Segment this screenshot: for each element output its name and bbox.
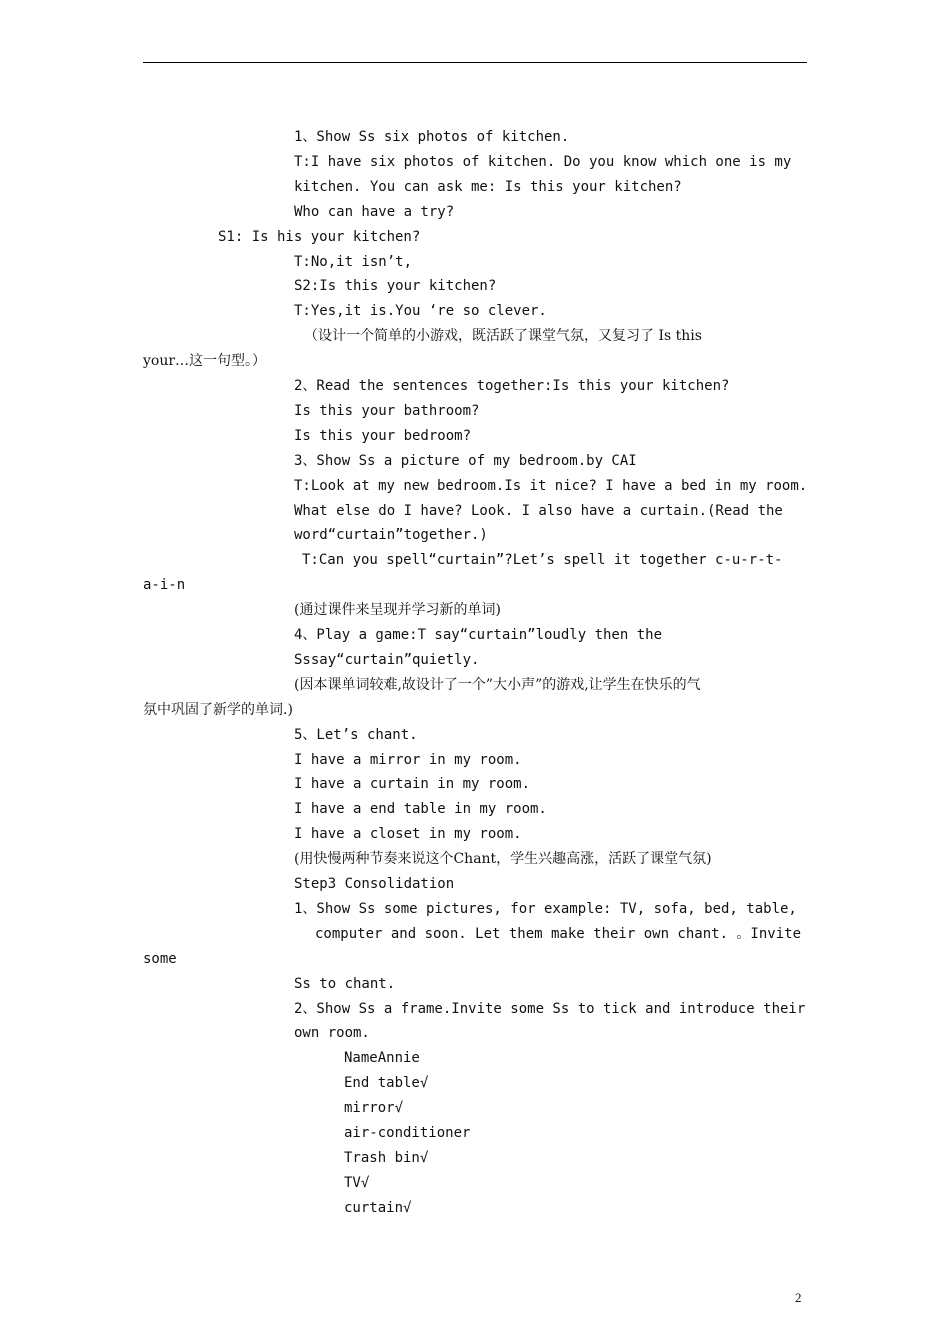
text-line: 1、Show Ss six photos of kitchen. (294, 129, 570, 145)
text-line: 3、Show Ss a picture of my bedroom.by CAI (294, 452, 637, 469)
text-line: T:Look at my new bedroom.Is it nice? I have a bed in my room. (294, 477, 808, 494)
text-line: mirror√ (344, 1100, 404, 1117)
text-line: I have a curtain in my room. (294, 776, 531, 793)
text-line: End table√ (344, 1075, 429, 1092)
text-line: 2、Show Ss a frame.Invite some Ss to tick and introduce their (294, 1000, 806, 1017)
text-line: S2:Is this your kitchen? (294, 278, 497, 295)
text-line: T:No,it isn’t, (294, 253, 413, 270)
text-line: Is this your bedroom? (294, 427, 472, 444)
text-line: S1: Is his your kitchen? (218, 228, 421, 245)
text-line: Is this your bathroom? (294, 402, 480, 419)
text-line: TV√ (344, 1174, 370, 1191)
text-line: NameAnnie (344, 1050, 420, 1067)
text-line: your…这一句型。） (143, 353, 267, 370)
text-line: 1、Show Ss some pictures, for example: TV, sofa, bed, table, (294, 900, 797, 917)
text-line: Sssay“curtain”quietly. (294, 651, 480, 668)
text-line: (因本课单词较难,故设计了一个”大小声”的游戏,让学生在快乐的气 (294, 676, 701, 693)
text-line: 4、Play a game:T say“curtain”loudly then the (294, 627, 663, 643)
text-line: Step3 Consolidation (294, 876, 455, 892)
text-line: 2、Read the sentences together:Is this your kitchen? (294, 378, 730, 394)
text-line: (通过课件来呈现并学习新的单词) (294, 602, 501, 619)
header-rule (143, 62, 807, 63)
text-line: I have a closet in my room. (294, 826, 522, 843)
text-line: a-i-n (143, 577, 186, 594)
text-line: own room. (294, 1025, 370, 1042)
text-line: T:Yes,it is.You ‘re so clever. (294, 303, 547, 320)
text-line: word“curtain”together.) (294, 527, 488, 544)
text-line: 氛中巩固了新学的单词.) (143, 701, 293, 718)
text-line: T:Can you spell“curtain”?Let’s spell it together c-u-r-t- (302, 552, 783, 569)
text-line: 5、Let’s chant. (294, 726, 418, 743)
text-line: curtain√ (344, 1199, 412, 1216)
text-line: T:I have six photos of kitchen. Do you know which one is my (294, 153, 792, 170)
text-line: computer and soon. Let them make their own chant. 。Invite (315, 925, 802, 942)
page-number: 2 (795, 1290, 802, 1305)
text-line: I have a mirror in my room. (294, 751, 522, 768)
text-line: kitchen. You can ask me: Is this your kitchen? (294, 178, 682, 195)
text-line: Who can have a try? (294, 203, 455, 220)
text-line: Trash bin√ (344, 1149, 429, 1166)
text-line: I have a end table in my room. (294, 801, 547, 818)
text-line: some (143, 950, 177, 967)
text-line: What else do I have? Look. I also have a curtain.(Read the (294, 502, 783, 519)
text-line: （设计一个简单的小游戏，既活跃了课堂气氛，又复习了 Is this (304, 328, 702, 345)
text-line: (用快慢两种节奏来说这个Chant，学生兴趣高涨，活跃了课堂气氛) (294, 851, 712, 868)
text-line: Ss to chant. (294, 975, 396, 992)
text-line: air-conditioner (344, 1125, 471, 1141)
